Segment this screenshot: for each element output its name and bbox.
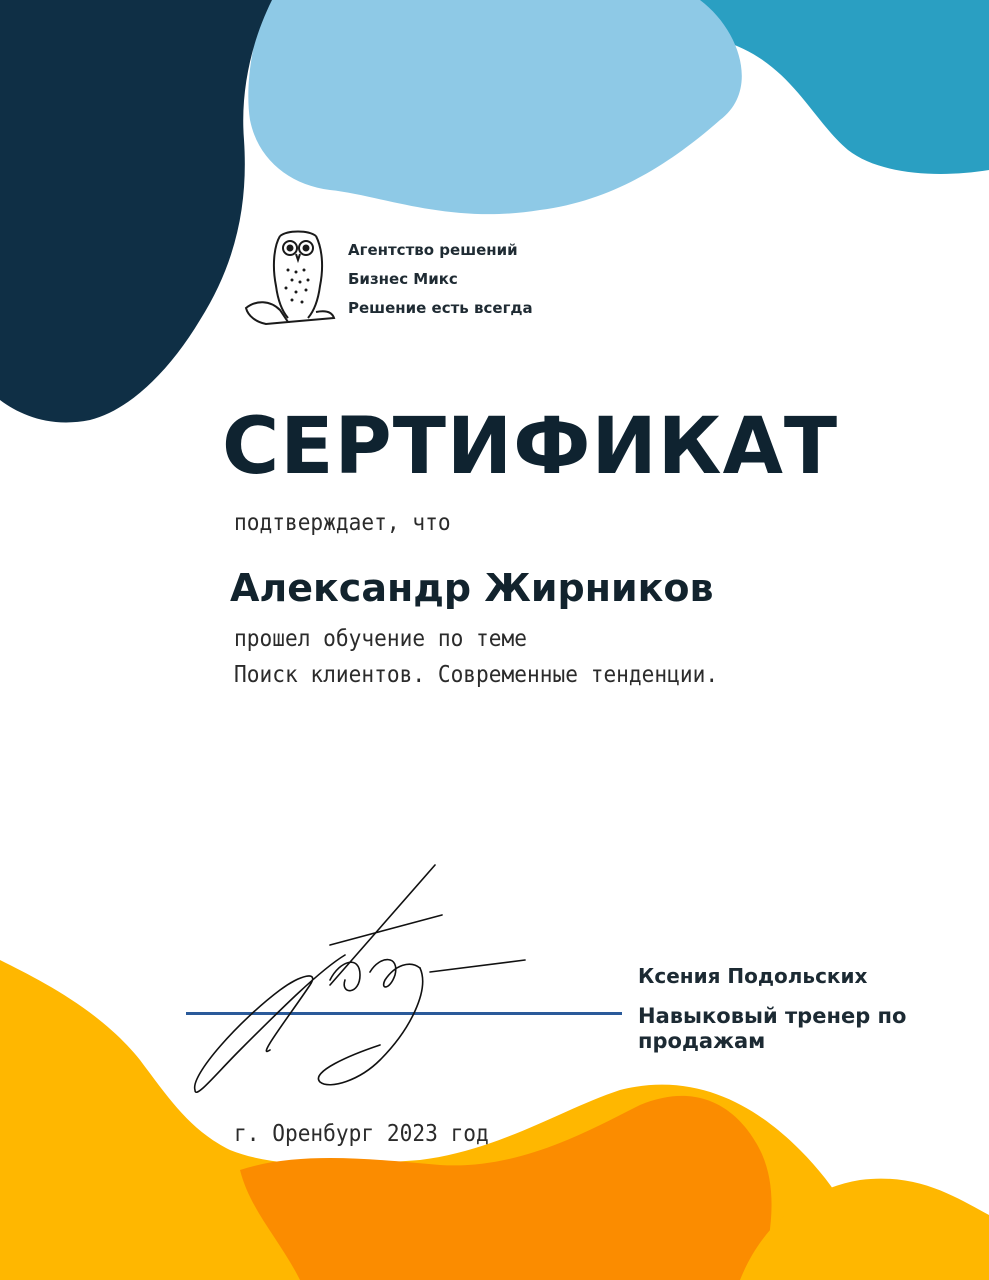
recipient-name: Александр Жирников [230,566,714,610]
org-name-line1: Агентство решений [348,241,518,259]
signatory-name: Ксения Подольских [638,964,868,988]
light-blue-blob [248,0,741,214]
course-topic: Поиск клиентов. Современные тенденции. [234,662,719,688]
org-name-line2: Бизнес Микс [348,270,458,288]
owl-logo [236,226,346,330]
certificate-title: СЕРТИФИКАТ [222,402,839,492]
signatory-role: Навыковый тренер по продажам [638,1004,907,1053]
handwritten-signature [180,860,530,1100]
confirms-text: подтверждает, что [234,510,451,536]
org-slogan: Решение есть всегда [348,299,533,317]
place-date: г. Оренбург 2023 год [234,1121,489,1147]
completed-text: прошел обучение по теме [234,626,528,652]
navy-blob [0,0,272,422]
